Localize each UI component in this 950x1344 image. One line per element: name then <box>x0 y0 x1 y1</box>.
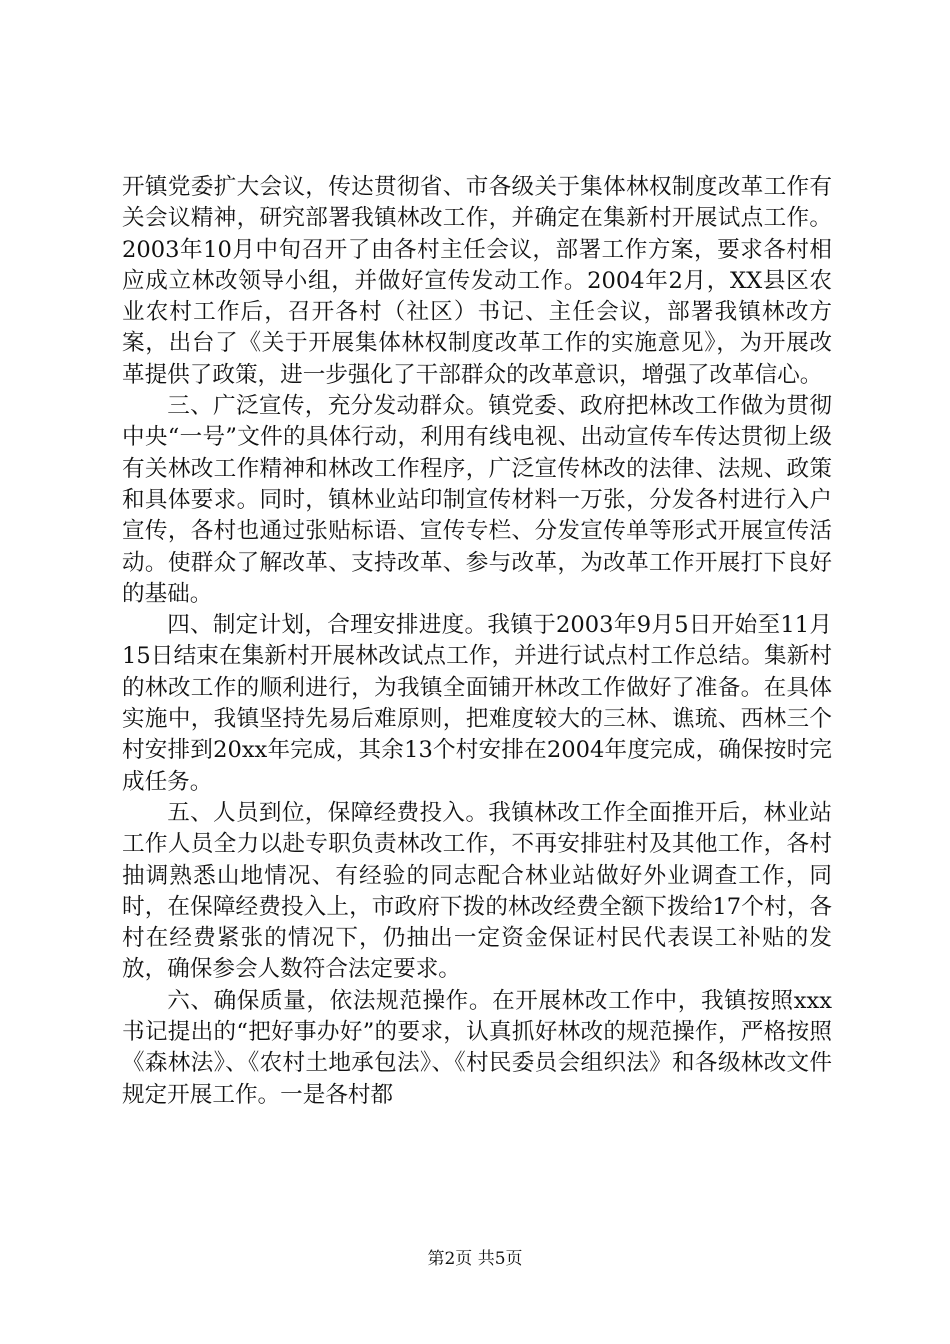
paragraph-continuation: 开镇党委扩大会议，传达贯彻省、市各级关于集体林权制度改革工作有关会议精神，研究部署我镇林改工作，并确定在集新村开展试点工作。2003年10月中旬召开了由各村主任会议，部署工作方案，要求各村相应成立林改领导小组，并做好宣传发动工作。2004年2月，XX县区农业农村工作后，召开各村（社区）书记、主任会议，部署我镇林改方案，出台了《关于开展集体林权制度改革工作的实施意见》，为开展改革提供了政策，进一步强化了干部群众的改革意识，增强了改革信心。 <box>122 174 832 388</box>
paragraph-section-6: 六、确保质量，依法规范操作。在开展林改工作中，我镇按照xxx书记提出的“把好事办好”的要求，认真抓好林改的规范操作，严格按照《森林法》、《农村土地承包法》、《村民委员会组织法》和各级林改文件规定开展工作。一是各村都 <box>122 987 832 1108</box>
page-footer: 第2页 共5页 <box>427 1249 523 1269</box>
paragraph-section-3: 三、广泛宣传，充分发动群众。镇党委、政府把林改工作做为贯彻中央“一号”文件的具体行动，利用有线电视、出动宣传车传达贯彻上级有关林改工作精神和林改工作程序，广泛宣传林改的法律、法规、政策和具体要求。同时，镇林业站印制宣传材料一万张，分发各村进行入户宣传，各村也通过张贴标语、宣传专栏、分发宣传单等形式开展宣传活动。使群众了解改革、支持改革、参与改革，为改革工作开展打下良好的基础。 <box>122 393 832 607</box>
paragraph-section-5: 五、人员到位，保障经费投入。我镇林改工作全面推开后，林业站工作人员全力以赴专职负责林改工作，不再安排驻村及其他工作，各村抽调熟悉山地情况、有经验的同志配合林业站做好外业调查工作，同时，在保障经费投入上，市政府下拨的林改经费全额下拨给17个村，各村在经费紧张的情况下，仍抽出一定资金保证村民代表误工补贴的发放，确保参会人数符合法定要求。 <box>122 799 832 983</box>
document-body <box>122 172 832 1111</box>
paragraph-section-4: 四、制定计划，合理安排进度。我镇于2003年9月5日开始至11月15日结束在集新村开展林改试点工作，并进行试点村工作总结。集新村的林改工作的顺利进行，为我镇全面铺开林改工作做好了准备。在具体实施中，我镇坚持先易后难原则，把难度较大的三林、谯琉、西林三个村安排到20xx年完成，其余13个村安排在2004年度完成，确保按时完成任务。 <box>122 612 832 795</box>
